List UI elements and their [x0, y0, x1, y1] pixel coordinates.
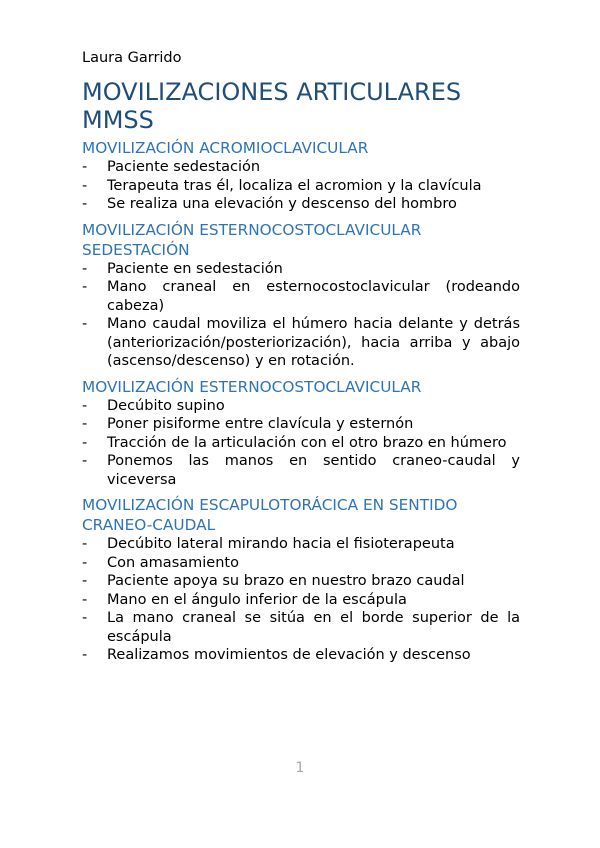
bullet-dash: - [82, 397, 88, 414]
list-item-text: Paciente en sedestación [107, 260, 283, 277]
bullet-list [82, 535, 520, 665]
list-item-text: Mano caudal moviliza el húmero hacia delante y detrás (anteriorización/posteriorización), hacia arriba y abajo (ascenso/descenso) y en rotación. [107, 316, 520, 369]
list-item-text: Mano craneal en esternocostoclavicular (rodeando cabeza) [107, 279, 520, 314]
list-item-text: Poner pisiforme entre clavícula y esternón [107, 416, 414, 432]
list-item-text: Decúbito supino [107, 397, 225, 414]
bullet-dash: - [82, 434, 88, 451]
bullet-list [82, 158, 520, 214]
list-item [82, 452, 520, 489]
list-item [82, 646, 520, 665]
sections-container [82, 138, 520, 665]
bullet-dash: - [82, 316, 88, 332]
list-item [82, 434, 520, 453]
bullet-dash: - [82, 554, 88, 571]
bullet-dash: - [82, 416, 88, 432]
section [82, 495, 520, 665]
list-item-text: Realizamos movimientos de elevación y descenso [107, 647, 471, 663]
bullet-dash: - [82, 573, 88, 589]
list-item [82, 397, 520, 416]
list-item-text: Con amasamiento [107, 554, 239, 571]
bullet-dash: - [82, 159, 88, 175]
list-item [82, 609, 520, 646]
bullet-dash: - [82, 647, 88, 663]
section-heading: MOVILIZACIÓN ESTERNOCOSTOCLAVICULAR [82, 377, 422, 396]
list-item [82, 554, 520, 573]
list-item-text: Mano en el ángulo inferior de la escápula [107, 591, 407, 608]
section-heading: MOVILIZACIÓN ESCAPULOTORÁCICA EN SENTIDO CRANEO-CAUDAL [82, 496, 458, 534]
section [82, 377, 520, 490]
author-name: Laura Garrido [82, 50, 182, 66]
bullet-dash: - [82, 453, 88, 469]
list-item [82, 158, 520, 177]
bullet-dash: - [82, 610, 88, 626]
bullet-list [82, 397, 520, 490]
section [82, 138, 520, 214]
list-item [82, 177, 520, 196]
bullet-dash: - [82, 177, 88, 194]
list-item [82, 572, 520, 591]
list-item-text: La mano craneal se sitúa en el borde superior de la escápula [107, 610, 520, 645]
list-item [82, 260, 520, 279]
list-item-text: Terapeuta tras él, localiza el acromion y la clavícula [107, 177, 482, 194]
document-title: MOVILIZACIONES ARTICULARES MMSS [82, 78, 462, 134]
list-item-text: Paciente apoya su brazo en nuestro brazo caudal [107, 573, 465, 589]
section-heading: MOVILIZACIÓN ACROMIOCLAVICULAR [82, 139, 369, 157]
list-item [82, 591, 520, 610]
bullet-dash: - [82, 591, 88, 608]
bullet-list [82, 260, 520, 371]
section-heading: MOVILIZACIÓN ESTERNOCOSTOCLAVICULAR SEDESTACIÓN [82, 220, 422, 259]
list-item-text: Tracción de la articulación con el otro brazo en húmero [107, 434, 507, 451]
list-item [82, 195, 520, 214]
bullet-dash: - [82, 260, 88, 277]
list-item-text: Se realiza una elevación y descenso del hombro [107, 196, 457, 212]
list-item [82, 415, 520, 434]
section [82, 220, 520, 371]
list-item [82, 535, 520, 554]
list-item-text: Decúbito lateral mirando hacia el fisioterapeuta [107, 536, 455, 552]
bullet-dash: - [82, 536, 88, 552]
page-number: 1 [295, 760, 305, 776]
list-item-text: Ponemos las manos en sentido craneo-caudal y viceversa [107, 453, 520, 488]
bullet-dash: - [82, 279, 88, 295]
list-item [82, 315, 520, 371]
document-page [82, 48, 520, 671]
list-item [82, 278, 520, 315]
list-item-text: Paciente sedestación [107, 159, 261, 175]
bullet-dash: - [82, 196, 88, 212]
